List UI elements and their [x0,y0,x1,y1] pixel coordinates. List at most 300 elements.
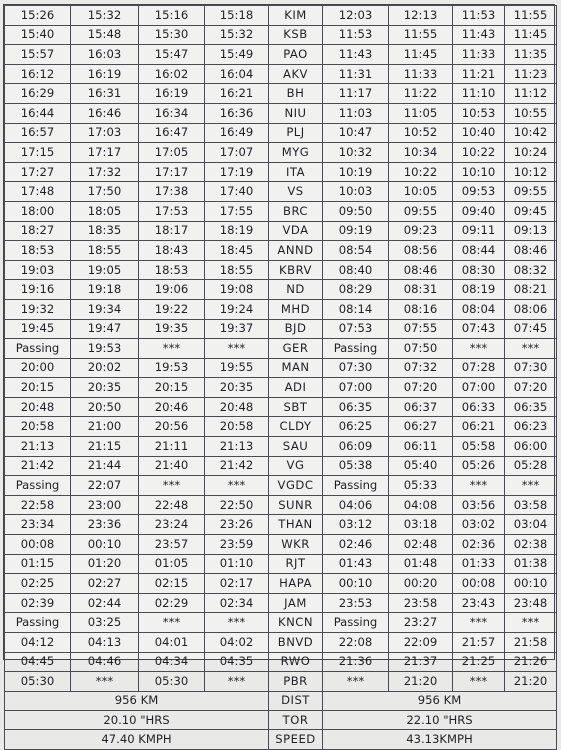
time-cell: 08:40 [323,260,389,280]
time-cell: 21:00 [71,417,139,437]
time-cell: 23:00 [71,495,139,515]
time-cell: 20:15 [139,378,205,398]
time-cell: 16:34 [139,103,205,123]
time-cell: 10:47 [323,123,389,143]
time-cell: 02:17 [205,574,269,594]
time-cell: 01:33 [453,554,505,574]
time-cell: 08:56 [389,241,453,261]
summary-row-dist [5,691,557,710]
time-cell: 11:21 [453,64,505,84]
time-cell: 23:34 [5,515,71,535]
station-code-cell: ITA [269,162,323,182]
time-cell: 07:45 [505,319,557,339]
table-row [5,280,557,300]
table-row [5,260,557,280]
time-cell: 17:53 [139,201,205,221]
time-cell: 20:58 [5,417,71,437]
time-cell: 18:17 [139,221,205,241]
time-cell: 09:45 [505,201,557,221]
time-cell: 21:20 [389,672,453,692]
time-cell: 15:48 [71,25,139,45]
time-cell: 07:30 [323,358,389,378]
time-cell: 11:45 [389,45,453,65]
table-row [5,613,557,633]
time-cell: 01:20 [71,554,139,574]
time-cell: 18:27 [5,221,71,241]
table-row [5,672,557,692]
time-cell: 17:27 [5,162,71,182]
time-cell: 16:19 [71,64,139,84]
time-cell: 23:53 [323,593,389,613]
time-cell: 05:28 [505,456,557,476]
time-cell: 17:48 [5,182,71,202]
speed-left-value: 47.40 KMPH [5,730,269,749]
time-cell: 19:45 [5,319,71,339]
station-code-cell: BH [269,84,323,104]
time-cell: 09:50 [323,201,389,221]
station-code-cell: ADI [269,378,323,398]
time-cell: 01:10 [205,554,269,574]
station-code-cell: SUNR [269,495,323,515]
time-cell: 17:05 [139,143,205,163]
time-cell: 21:25 [453,652,505,672]
tor-label: TOR [269,711,323,730]
time-cell: 21:42 [205,456,269,476]
time-cell: 18:35 [71,221,139,241]
station-code-cell: NIU [269,103,323,123]
station-code-cell: KBRV [269,260,323,280]
time-cell: 05:38 [323,456,389,476]
time-cell: 19:35 [139,319,205,339]
time-cell: 18:53 [139,260,205,280]
time-cell: 07:28 [453,358,505,378]
time-cell: 03:56 [453,495,505,515]
station-code-cell: SAU [269,437,323,457]
time-cell: 10:22 [453,143,505,163]
time-cell: Passing [323,613,389,633]
table-row [5,535,557,555]
table-row [5,182,557,202]
time-cell: 19:08 [205,280,269,300]
time-cell: 21:58 [505,633,557,653]
time-cell: 10:52 [389,123,453,143]
time-cell: 23:57 [139,535,205,555]
station-code-cell: VGDC [269,476,323,496]
time-cell: 18:45 [205,241,269,261]
time-cell: 11:53 [453,6,505,26]
table-row [5,319,557,339]
table-row [5,378,557,398]
station-code-cell: AKV [269,64,323,84]
time-cell: 08:30 [453,260,505,280]
time-cell: 04:45 [5,652,71,672]
time-cell: 09:55 [505,182,557,202]
time-cell: 16:57 [5,123,71,143]
time-cell: 08:44 [453,241,505,261]
time-cell: 09:23 [389,221,453,241]
station-code-cell: PLJ [269,123,323,143]
table-row [5,143,557,163]
time-cell: 19:24 [205,299,269,319]
time-cell: 19:16 [5,280,71,300]
time-cell: 07:00 [453,378,505,398]
station-code-cell: WKR [269,535,323,555]
time-cell: 04:02 [205,633,269,653]
time-cell: 11:33 [389,64,453,84]
time-cell: *** [139,613,205,633]
time-cell: 15:32 [205,25,269,45]
time-cell: 03:02 [453,515,505,535]
time-cell: 15:32 [71,6,139,26]
table-row [5,25,557,45]
table-row [5,515,557,535]
time-cell: 08:04 [453,299,505,319]
time-cell: 17:17 [139,162,205,182]
time-cell: 20:02 [71,358,139,378]
station-code-cell: MYG [269,143,323,163]
time-cell: 18:00 [5,201,71,221]
time-cell: 04:12 [5,633,71,653]
time-cell: 01:15 [5,554,71,574]
time-cell: 10:22 [389,162,453,182]
time-cell: 05:33 [389,476,453,496]
time-cell: 02:46 [323,535,389,555]
time-cell: 20:48 [205,397,269,417]
time-cell: 06:35 [505,397,557,417]
station-code-cell: BRC [269,201,323,221]
time-cell: 10:10 [453,162,505,182]
time-cell: 04:46 [71,652,139,672]
time-cell: 08:32 [505,260,557,280]
time-cell: 11:31 [323,64,389,84]
time-cell: 00:10 [323,574,389,594]
time-cell: 21:15 [71,437,139,457]
table-row [5,554,557,574]
time-cell: 02:44 [71,593,139,613]
time-cell: 06:33 [453,397,505,417]
dist-right-value: 956 KM [323,691,557,710]
time-cell: 15:47 [139,45,205,65]
time-cell: 04:34 [139,652,205,672]
station-code-cell: RJT [269,554,323,574]
time-cell: 07:30 [505,358,557,378]
time-cell: 17:38 [139,182,205,202]
time-cell: 11:43 [323,45,389,65]
table-row [5,456,557,476]
time-cell: 08:16 [389,299,453,319]
time-cell: 09:55 [389,201,453,221]
time-cell: 10:42 [505,123,557,143]
time-cell: 06:37 [389,397,453,417]
time-cell: 20:58 [205,417,269,437]
table-row [5,201,557,221]
time-cell: 16:21 [205,84,269,104]
time-cell: 15:16 [139,6,205,26]
time-cell: 10:40 [453,123,505,143]
time-cell: 16:12 [5,64,71,84]
time-cell: 20:50 [71,397,139,417]
time-cell: 04:08 [389,495,453,515]
time-cell: 22:08 [323,633,389,653]
time-cell: 11:53 [323,25,389,45]
time-cell: 21:11 [139,437,205,457]
time-cell: 12:03 [323,6,389,26]
timetable-sheet [3,4,555,747]
time-cell: *** [505,476,557,496]
time-cell: 20:35 [205,378,269,398]
time-cell: 11:05 [389,103,453,123]
timetable-body [5,6,557,692]
time-cell: 11:10 [453,84,505,104]
time-cell: 15:18 [205,6,269,26]
table-row [5,652,557,672]
time-cell: 19:55 [205,358,269,378]
time-cell: 08:19 [453,280,505,300]
time-cell: 18:05 [71,201,139,221]
time-cell: 10:34 [389,143,453,163]
timetable [4,5,557,750]
table-row [5,339,557,359]
time-cell: 20:48 [5,397,71,417]
time-cell: 04:01 [139,633,205,653]
time-cell: 19:53 [139,358,205,378]
time-cell: 07:20 [505,378,557,398]
time-cell: *** [71,672,139,692]
station-code-cell: MAN [269,358,323,378]
time-cell: 20:15 [5,378,71,398]
time-cell: 03:04 [505,515,557,535]
time-cell: 11:45 [505,25,557,45]
station-code-cell: VG [269,456,323,476]
time-cell: 00:10 [505,574,557,594]
time-cell: 20:35 [71,378,139,398]
station-code-cell: ANND [269,241,323,261]
station-code-cell: THAN [269,515,323,535]
time-cell: 11:35 [505,45,557,65]
time-cell: *** [453,476,505,496]
station-code-cell: VS [269,182,323,202]
summary-row-tor [5,711,557,730]
time-cell: 19:37 [205,319,269,339]
table-row [5,476,557,496]
time-cell: *** [453,613,505,633]
time-cell: 05:30 [139,672,205,692]
time-cell: 10:05 [389,182,453,202]
time-cell: 22:09 [389,633,453,653]
time-cell: 15:30 [139,25,205,45]
time-cell: 15:40 [5,25,71,45]
time-cell: 23:48 [505,593,557,613]
time-cell: 07:43 [453,319,505,339]
time-cell: 03:58 [505,495,557,515]
time-cell: Passing [5,613,71,633]
station-code-cell: MHD [269,299,323,319]
table-row [5,84,557,104]
time-cell: *** [323,672,389,692]
time-cell: 01:38 [505,554,557,574]
time-cell: *** [205,613,269,633]
time-cell: 20:46 [139,397,205,417]
time-cell: 08:46 [389,260,453,280]
time-cell: *** [505,613,557,633]
time-cell: 07:50 [389,339,453,359]
time-cell: 21:36 [323,652,389,672]
time-cell: 19:32 [5,299,71,319]
time-cell: *** [205,672,269,692]
station-code-cell: KSB [269,25,323,45]
time-cell: 20:00 [5,358,71,378]
time-cell: 06:27 [389,417,453,437]
time-cell: 06:23 [505,417,557,437]
time-cell: 21:42 [5,456,71,476]
time-cell: 16:47 [139,123,205,143]
time-cell: 04:35 [205,652,269,672]
time-cell: 21:26 [505,652,557,672]
time-cell: 10:12 [505,162,557,182]
time-cell: 16:31 [71,84,139,104]
time-cell: 11:12 [505,84,557,104]
time-cell: 16:19 [139,84,205,104]
time-cell: *** [453,672,505,692]
table-row [5,45,557,65]
table-row [5,397,557,417]
time-cell: 23:58 [389,593,453,613]
time-cell: 19:53 [71,339,139,359]
time-cell: 09:11 [453,221,505,241]
station-code-cell: BJD [269,319,323,339]
station-code-cell: HAPA [269,574,323,594]
time-cell: 11:17 [323,84,389,104]
time-cell: 07:32 [389,358,453,378]
time-cell: 16:49 [205,123,269,143]
time-cell: 07:53 [323,319,389,339]
table-row [5,593,557,613]
time-cell: 23:24 [139,515,205,535]
table-row [5,162,557,182]
time-cell: 02:25 [5,574,71,594]
station-code-cell: VDA [269,221,323,241]
time-cell: *** [205,476,269,496]
station-code-cell: ND [269,280,323,300]
station-code-cell: GER [269,339,323,359]
speed-right-value: 43.13KMPH [323,730,557,749]
time-cell: 15:49 [205,45,269,65]
time-cell: *** [139,339,205,359]
time-cell: 17:55 [205,201,269,221]
station-code-cell: CLDY [269,417,323,437]
time-cell: 19:22 [139,299,205,319]
time-cell: 22:48 [139,495,205,515]
time-cell: 20:56 [139,417,205,437]
time-cell: 17:07 [205,143,269,163]
time-cell: *** [139,476,205,496]
time-cell: 16:03 [71,45,139,65]
time-cell: 08:21 [505,280,557,300]
time-cell: 11:22 [389,84,453,104]
time-cell: 08:54 [323,241,389,261]
time-cell: 06:35 [323,397,389,417]
table-row [5,299,557,319]
time-cell: 02:39 [5,593,71,613]
time-cell: 17:50 [71,182,139,202]
time-cell: 21:40 [139,456,205,476]
table-row [5,241,557,261]
time-cell: 01:48 [389,554,453,574]
time-cell: 15:57 [5,45,71,65]
speed-label: SPEED [269,730,323,749]
time-cell: 08:06 [505,299,557,319]
time-cell: 19:34 [71,299,139,319]
time-cell: 23:36 [71,515,139,535]
summary-row-speed [5,730,557,749]
time-cell: 16:29 [5,84,71,104]
time-cell: 02:27 [71,574,139,594]
time-cell: 05:40 [389,456,453,476]
dist-left-value: 956 KM [5,691,269,710]
table-row [5,437,557,457]
time-cell: 18:43 [139,241,205,261]
time-cell: 19:05 [71,260,139,280]
time-cell: 03:25 [71,613,139,633]
time-cell: 00:20 [389,574,453,594]
time-cell: 17:19 [205,162,269,182]
table-row [5,417,557,437]
time-cell: 18:19 [205,221,269,241]
tor-right-value: 22.10 "HRS [323,711,557,730]
time-cell: 00:10 [71,535,139,555]
time-cell: *** [505,339,557,359]
time-cell: 00:08 [453,574,505,594]
table-row [5,64,557,84]
station-code-cell: SBT [269,397,323,417]
table-row [5,495,557,515]
time-cell: 05:26 [453,456,505,476]
time-cell: Passing [5,476,71,496]
table-row [5,123,557,143]
time-cell: 17:17 [71,143,139,163]
table-row [5,574,557,594]
time-cell: 16:44 [5,103,71,123]
time-cell: 11:03 [323,103,389,123]
time-cell: 15:26 [5,6,71,26]
time-cell: 02:15 [139,574,205,594]
time-cell: 18:53 [5,241,71,261]
time-cell: 11:55 [389,25,453,45]
time-cell: 08:46 [505,241,557,261]
station-code-cell: RWO [269,652,323,672]
time-cell: 07:20 [389,378,453,398]
time-cell: 04:13 [71,633,139,653]
time-cell: 23:59 [205,535,269,555]
table-row [5,103,557,123]
time-cell: 11:33 [453,45,505,65]
time-cell: 21:13 [5,437,71,457]
time-cell: 21:20 [505,672,557,692]
time-cell: 05:30 [5,672,71,692]
time-cell: 01:43 [323,554,389,574]
time-cell: 02:38 [505,535,557,555]
time-cell: 01:05 [139,554,205,574]
time-cell: 10:24 [505,143,557,163]
time-cell: 08:31 [389,280,453,300]
time-cell: 02:36 [453,535,505,555]
time-cell: 08:14 [323,299,389,319]
time-cell: 09:19 [323,221,389,241]
time-cell: 19:47 [71,319,139,339]
time-cell: Passing [5,339,71,359]
time-cell: 04:06 [323,495,389,515]
timetable-summary [5,691,557,749]
